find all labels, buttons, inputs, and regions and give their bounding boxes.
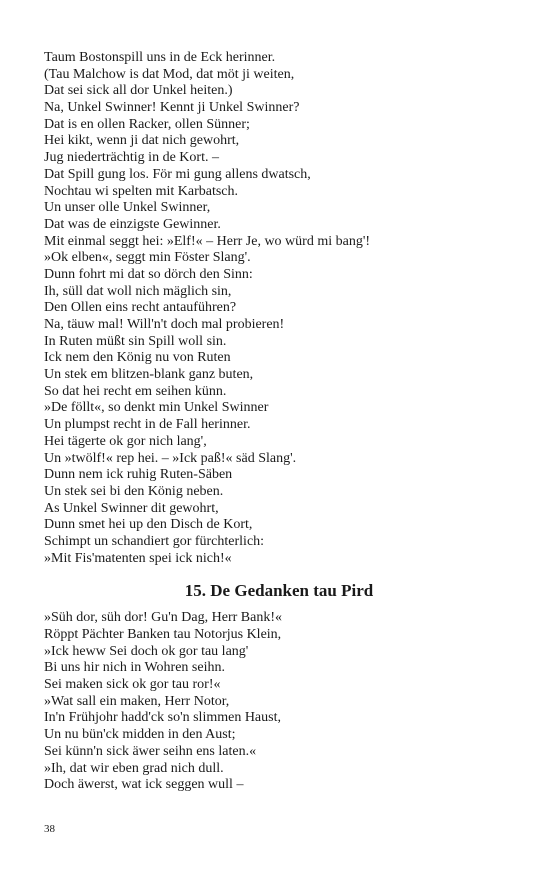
verse-line: (Tau Malchow is dat Mod, dat möt ji weiten, <box>44 66 295 82</box>
verse-line: Sei maken sick ok gor tau ror!« <box>44 677 221 693</box>
verse-line: In Ruten müßt sin Spill woll sin. <box>44 333 227 349</box>
verse-line: As Unkel Swinner dit gewohrt, <box>44 500 219 516</box>
verse-line: Un stek sei bi den König neben. <box>44 483 224 499</box>
verse-line: Dunn smet hei up den Disch de Kort, <box>44 517 253 533</box>
verse-line: Den Ollen eins recht antauführen? <box>44 300 237 316</box>
page-body <box>44 50 514 794</box>
poem-verse-1 <box>44 50 514 567</box>
verse-line: Ih, süll dat woll nich mäglich sin, <box>44 283 232 299</box>
verse-line: Bi uns hir nich in Wohren seihn. <box>44 660 225 676</box>
poem-verse-2 <box>44 610 514 794</box>
verse-line: Na, Unkel Swinner! Kennt ji Unkel Swinner? <box>44 100 300 116</box>
verse-line: Röppt Pächter Banken tau Notorjus Klein, <box>44 627 282 642</box>
verse-line: Mit einmal seggt hei: »Elf!« – Herr Je, wo würd mi bang'! <box>44 233 371 249</box>
verse-line: Na, täuw mal! Will'n't doch mal probieren! <box>44 317 285 332</box>
verse-line: Nochtau wi spelten mit Karbatsch. <box>44 183 239 199</box>
verse-line: Un stek em blitzen-blank ganz buten, <box>44 367 254 383</box>
verse-line: Hei kikt, wenn ji dat nich gewohrt, <box>44 133 240 149</box>
verse-line: Dat was de einzigste Gewinner. <box>44 216 221 232</box>
verse-line: »Ih, dat wir eben grad nich dull. <box>44 760 224 776</box>
verse-line: Un nu bün'ck midden in den Aust; <box>44 727 236 743</box>
verse-line: Un »twölf!« rep hei. – »Ick paß!« säd Slang'. <box>44 450 297 466</box>
verse-line: Dunn nem ick ruhig Ruten-Säben <box>44 467 233 483</box>
page-number: 38 <box>44 823 55 835</box>
section-heading: 15. De Gedanken tau Pird <box>184 581 374 601</box>
verse-line: Un unser olle Unkel Swinner, <box>44 200 211 216</box>
verse-line: »Süh dor, süh dor! Gu'n Dag, Herr Bank!« <box>44 610 282 626</box>
verse-line: Schimpt un schandiert gor fürchterlich: <box>44 533 265 549</box>
verse-line: Un plumpst recht in de Fall herinner. <box>44 417 251 433</box>
verse-line: Doch äwerst, wat ick seggen wull – <box>44 777 244 793</box>
verse-line: Sei künn'n sick äwer seihn ens laten.« <box>44 743 257 759</box>
verse-line: »De föllt«, so denkt min Unkel Swinner <box>44 400 269 416</box>
verse-line: Dunn fohrt mi dat so dörch den Sinn: <box>44 266 253 282</box>
verse-line: Ick nem den König nu von Ruten <box>44 350 231 366</box>
verse-line: Dat Spill gung los. För mi gung allens dwatsch, <box>44 166 311 182</box>
verse-line: Dat sei sick all dor Unkel heiten.) <box>44 83 233 99</box>
verse-line: Hei tägerte ok gor nich lang', <box>44 433 207 449</box>
verse-line: »Mit Fis'matenten spei ick nich!« <box>44 550 232 566</box>
verse-line: »Ok elben«, seggt min Föster Slang'. <box>44 250 251 266</box>
verse-line: »Wat sall ein maken, Herr Notor, <box>44 693 230 709</box>
verse-line: Dat is en ollen Racker, ollen Sünner; <box>44 116 250 132</box>
verse-line: »Ick heww Sei doch ok gor tau lang' <box>44 643 249 659</box>
verse-line: Jug niederträchtig in de Kort. – <box>44 150 219 166</box>
verse-line: Taum Bostonspill uns in de Eck herinner. <box>44 50 276 65</box>
verse-line: So dat hei recht em seihen künn. <box>44 383 227 399</box>
verse-line: In'n Frühjohr hadd'ck so'n slimmen Haust, <box>44 710 281 726</box>
